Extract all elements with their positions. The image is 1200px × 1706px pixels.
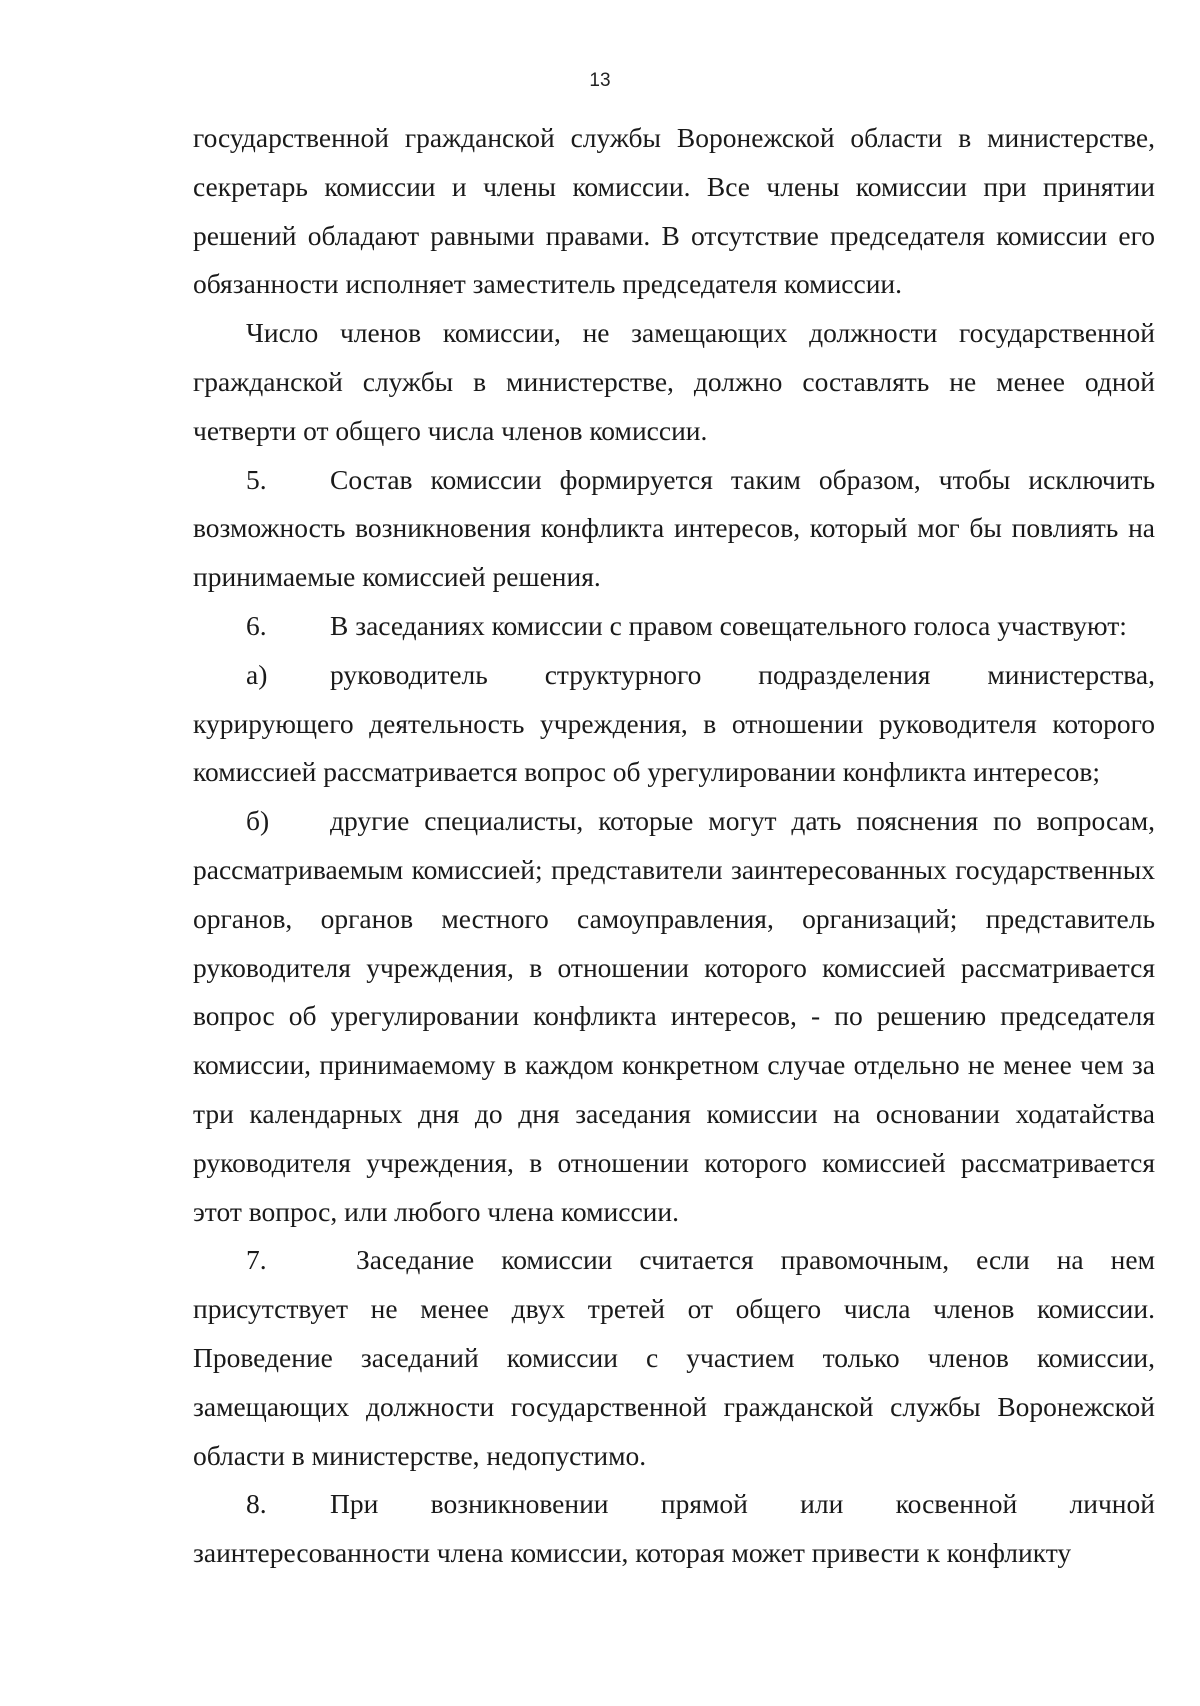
clause-text: Заседание комиссии считается правомочным, если на нем присутствует не менее двух третей от общего числа членов комиссии. Проведение заседаний комиссии с участием только членов комиссии, замещающих должности государственной гражданской службы Воронежской области в министерстве, недопустимо.	[193, 1244, 1155, 1471]
clause-number: 7.	[246, 1244, 267, 1276]
clause-6	[193, 602, 1155, 651]
paragraph-commission-composition: государственной гражданской службы Воронежской области в министерстве, секретарь комиссии и члены комиссии. Все члены комиссии при принятии решений обладают равными правами. В отсутствие председателя комиссии его обязанности исполняет заместитель председателя комиссии.	[193, 122, 1155, 300]
clause-5	[193, 456, 1155, 602]
subclause-letter: б)	[246, 805, 270, 837]
subclause-b	[193, 797, 1155, 1236]
clause-text: В заседаниях комиссии с правом совещательного голоса участвуют:	[330, 609, 1127, 641]
clause-number: 6.	[246, 609, 267, 641]
subclause-a	[193, 651, 1155, 797]
subclause-letter: а)	[246, 658, 268, 690]
page-number: 13	[589, 70, 611, 91]
clause-7	[193, 1236, 1155, 1480]
subclause-text: другие специалисты, которые могут дать пояснения по вопросам, рассматриваемым комиссией; представители заинтересованных государственных органов, органов местного самоуправления, организаций; представитель руководителя учреждения, в отношении которого комиссией рассматривается вопрос об урегулировании конфликта интересов, - по решению председателя комиссии, принимаемому в каждом конкретном случае отдельно не менее чем за три календарных дня до дня заседания комиссии на основании ходатайства руководителя учреждения, в отношении которого комиссией рассматривается этот вопрос, или любого члена комиссии.	[193, 805, 1155, 1227]
clause-number: 5.	[246, 463, 267, 495]
clause-text: Состав комиссии формируется таким образом, чтобы исключить возможность возникновения конфликта интересов, который мог бы повлиять на принимаемые комиссией решения.	[193, 463, 1155, 593]
paragraph-non-civil-members: Число членов комиссии, не замещающих должности государственной гражданской службы в министерстве, должно составлять не менее одной четверти от общего числа членов комиссии.	[193, 317, 1155, 446]
clause-text: При возникновении прямой или косвенной личной заинтересованности члена комиссии, которая может привести к конфликту	[193, 1488, 1155, 1569]
clause-8	[193, 1480, 1155, 1578]
clause-number: 8.	[246, 1488, 267, 1520]
document-body	[193, 114, 1155, 1578]
subclause-text: руководитель структурного подразделения министерства, курирующего деятельность учреждения, в отношении руководителя которого комиссией рассматривается вопрос об урегулировании конфликта интересов;	[193, 658, 1155, 788]
